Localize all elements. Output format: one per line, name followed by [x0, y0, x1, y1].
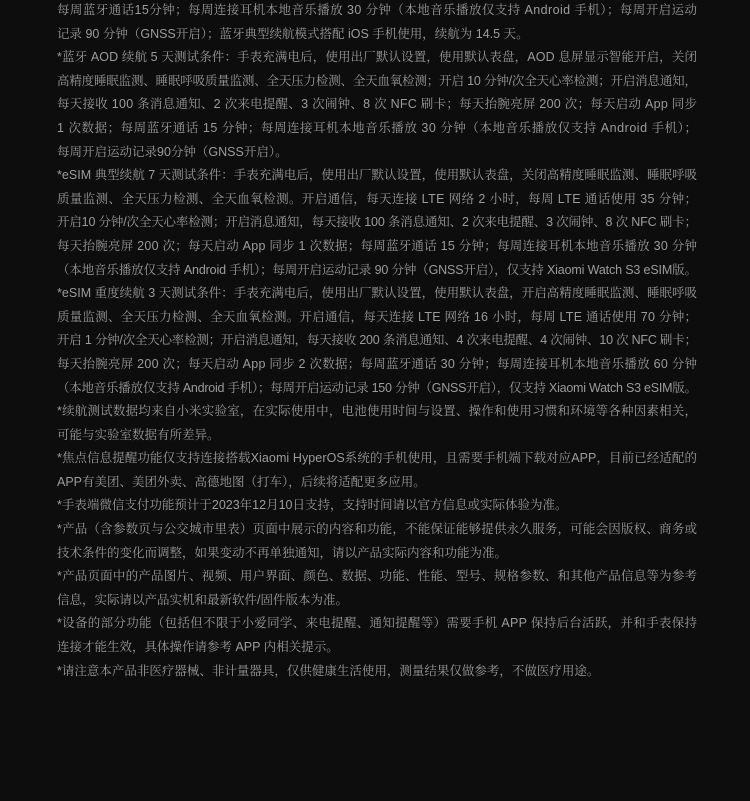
footnotes-list	[57, 0, 697, 683]
footnote-line: *蓝牙 AOD 续航 5 天测试条件：手表充满电后，使用出厂默认设置，使用默认表盘，AOD 息屏显示智能开启，关闭	[57, 50, 698, 65]
footnote-line: 可能与实验室数据有所差异。	[57, 427, 220, 442]
footnote-line: 每天接收 100 条消息通知、2 次来电提醒、3 次闹钟、8 次 NFC 刷卡；每天抬腕亮屏 200 次；每天启动 App 同步	[57, 97, 698, 112]
footnote-battery-lab-data	[57, 400, 697, 447]
footnote-wechat-pay	[57, 494, 697, 518]
footnote-line: 每周蓝牙通话15分钟；每周连接耳机本地音乐播放 30 分钟（本地音乐播放仅支持 Android 手机）；每周开启运动	[57, 3, 698, 17]
footnote-focus-notification	[57, 447, 697, 494]
footnote-line: 开启10 分钟/次全天心率检测；开启消息通知，每天接收 100 条消息通知、2 次来电提醒、3 次闹钟、8 次 NFC 刷卡；	[57, 215, 697, 230]
footnote-line: 每天抬腕亮屏 200 次；每天启动 App 同步 1 次数据；每周蓝牙通话 15 分钟；每周连接耳机本地音乐播放 30 分钟	[57, 238, 698, 253]
footnote-line: *eSIM 重度续航 3 天测试条件：手表充满电后，使用出厂默认设置，使用默认表盘，开启高精度睡眠监测、睡眠呼吸	[57, 286, 698, 301]
footnote-line: *请注意本产品非医疗器械、非计量器具，仅供健康生活使用，测量结果仅做参考，不做医疗用途。	[57, 663, 600, 678]
footnote-phone-app-active	[57, 612, 697, 659]
footnote-bluetooth-aod	[57, 46, 697, 164]
footnote-not-medical-device	[57, 660, 697, 684]
footnote-line: 质量监测、全天压力检测、全天血氧检测。开启通信，每天连接 LTE 网络 2 小时，每周 LTE 通话使用 35 分钟；	[57, 191, 698, 206]
footnote-line: （本地音乐播放仅支持 Android 手机）；每周开启运动记录 150 分钟（GNSS开启），仅支持 Xiaomi Watch S3 eSIM版。	[57, 380, 697, 395]
footnote-line: 技术条件的变化而调整，如果变动不再单独通知，请以产品实际内容和功能为准。	[57, 545, 508, 560]
footnote-line: 1 次数据；每周蓝牙通话 15 分钟；每周连接耳机本地音乐播放 30 分钟（本地音乐播放仅支持 Android 手机）；	[57, 120, 698, 135]
footnote-esim-heavy	[57, 282, 697, 400]
footnote-line: *续航测试数据均来自小米实验室，在实际使用中，电池使用时间与设置、操作和使用习惯和环境等各种因素相关，	[57, 404, 698, 419]
footnote-line: 连接才能生效，具体操作请参考 APP 内相关提示。	[57, 640, 339, 655]
footnote-line: APP有美团、美团外卖、高德地图（打车），后续将适配更多应用。	[57, 474, 426, 489]
footnote-line: *设备的部分功能（包括但不限于小爱同学、来电提醒、通知提醒等）需要手机 APP 保持后台活跃，并和手表保持	[57, 616, 698, 631]
footnote-line: 每天抬腕亮屏 200 次；每天启动 App 同步 2 次数据；每周蓝牙通话 30 分钟；每周连接耳机本地音乐播放 60 分钟	[57, 356, 698, 371]
footnote-line: 信息，实际请以产品实机和最新软件/固件版本为准。	[57, 592, 348, 607]
footnote-line: *eSIM 典型续航 7 天测试条件：手表充满电后，使用出厂默认设置，使用默认表盘，关闭高精度睡眠监测、睡眠呼吸	[57, 168, 698, 183]
footnote-esim-typical	[57, 164, 697, 282]
footnote-product-images	[57, 565, 697, 612]
footnote-line: 高精度睡眠监测、睡眠呼吸质量监测、全天压力检测、全天血氧检测；开启 10 分钟/次全天心率检测；开启消息通知，	[57, 73, 697, 88]
footnote-line: *产品页面中的产品图片、视频、用户界面、颜色、数据、功能、性能、型号、规格参数、和其他产品信息等为参考	[57, 569, 698, 584]
footnote-line: 每周开启运动记录90分钟（GNSS开启）。	[57, 144, 288, 159]
footnote-line: *产品（含参数页与公交城市里表）页面中展示的内容和功能，不能保证能够提供永久服务，可能会因版权、商务或	[57, 522, 698, 537]
footnote-line: 记录 90 分钟（GNSS开启）；蓝牙典型续航模式搭配 iOS 手机使用，续航为 14.5 天。	[57, 26, 529, 41]
footnote-bluetooth-typical-continued	[57, 0, 697, 46]
footnote-line: （本地音乐播放仅支持 Android 手机）；每周开启运动记录 90 分钟（GNSS开启），仅支持 Xiaomi Watch S3 eSIM版。	[57, 262, 697, 277]
footnote-line: 开启 1 分钟/次全天心率检测；开启消息通知，每天接收 200 条消息通知、4 次来电提醒、4 次闹钟、10 次 NFC 刷卡；	[57, 333, 697, 348]
footnote-line: 质量监测、全天压力检测、全天血氧检测。开启通信，每天连接 LTE 网络 16 小时，每周 LTE 通话使用 70 分钟；	[57, 309, 698, 324]
footnote-product-content	[57, 518, 697, 565]
footnote-line: *手表端微信支付功能预计于2023年12月10日支持，支持时间请以官方信息或实际体验为准。	[57, 498, 568, 513]
footnote-line: *焦点信息提醒功能仅支持连接搭载Xiaomi HyperOS系统的手机使用，且需要手机端下载对应APP，目前已经适配的	[57, 451, 698, 466]
